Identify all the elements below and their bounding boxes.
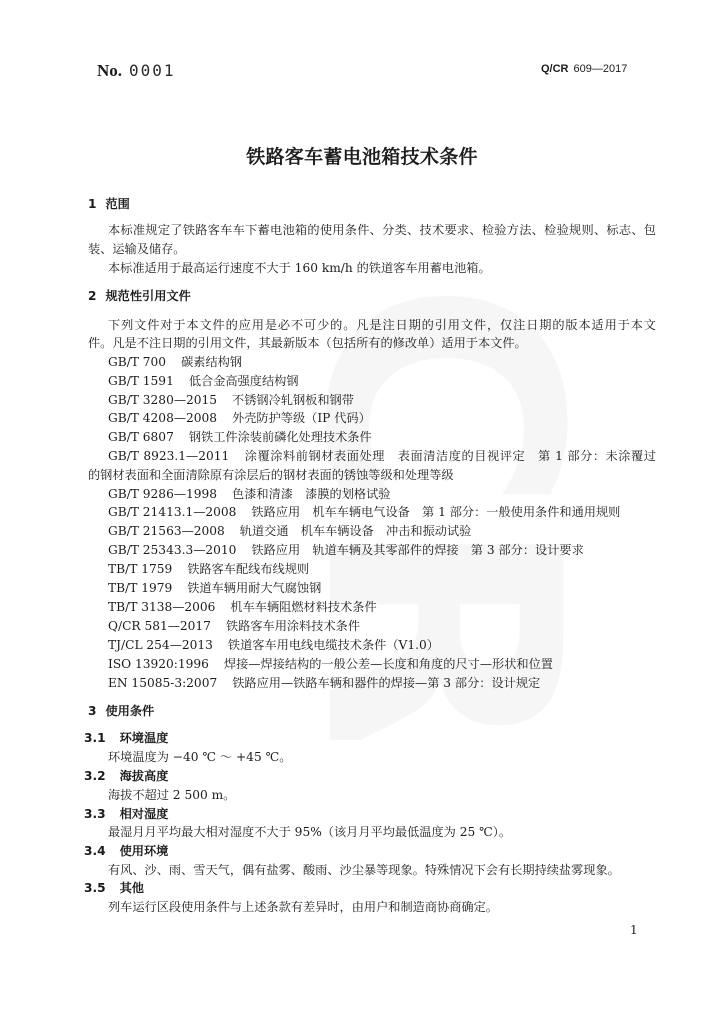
reference-code: GB/T 9286—1998 (108, 487, 218, 501)
page-title: 铁路客车蓄电池箱技术条件 (246, 146, 478, 168)
subsection-number: 3.5 (84, 881, 106, 895)
section-heading-service-conditions (88, 702, 154, 720)
document-number-value: 0001 (129, 61, 176, 80)
section-number: 3 (88, 704, 97, 718)
document-number-label: No. (97, 61, 123, 80)
reference-code: TB/T 3138—2006 (108, 600, 216, 614)
subsection-number: 3.3 (84, 807, 106, 821)
standard-code-prefix: Q/CR (541, 63, 569, 75)
reference-item (108, 447, 656, 465)
reference-item (108, 503, 620, 521)
section-title: 规范性引用文件 (105, 289, 191, 303)
reference-title: 不锈钢冷轧钢板和钢带 (232, 393, 354, 407)
reference-code: GB/T 21563—2008 (108, 524, 225, 538)
reference-title: 铁道车辆用耐大气腐蚀钢 (187, 581, 322, 595)
reference-title: 轨道交通 机车车辆设备 冲击和振动试验 (239, 524, 472, 538)
subsection-text: 海拔不超过 2 500 m。 (108, 788, 236, 802)
section-number: 2 (88, 289, 97, 303)
subsection-number: 3.4 (84, 844, 106, 858)
subsection-text: 环境温度为 −40 ℃ ～ +45 ℃。 (108, 750, 292, 764)
reference-title-continuation: 的钢材表面和全面清除原有涂层后的钢材表面的锈蚀等级和处理等级 (88, 468, 454, 482)
page-number: 1 (630, 923, 638, 937)
reference-item (108, 617, 360, 635)
reference-code: ISO 13920:1996 (108, 657, 209, 671)
reference-title: 色漆和清漆 漆膜的划格试验 (232, 487, 391, 501)
reference-item (108, 655, 553, 673)
reference-item (108, 409, 371, 427)
subsection-number: 3.1 (84, 731, 106, 745)
reference-item (108, 372, 299, 390)
document-number (97, 60, 176, 82)
reference-title: 铁道客车用电线电缆技术条件（V1.0） (227, 638, 439, 652)
reference-item (108, 485, 390, 503)
reference-code: GB/T 6807 (108, 430, 174, 444)
reference-code: TB/T 1979 (108, 581, 173, 595)
reference-code: TJ/CL 254—2013 (108, 638, 213, 652)
reference-item (108, 674, 540, 692)
section-number: 1 (88, 197, 97, 211)
reference-title: 钢铁工件涂装前磷化处理技术条件 (188, 430, 372, 444)
reference-code: EN 15085-3:2007 (108, 676, 218, 690)
reference-code: GB/T 1591 (108, 374, 174, 388)
paragraph-line: 本标准适用于最高运行速度不大于 160 km/h 的铁道客车用蓄电池箱。 (108, 261, 491, 275)
reference-code: TB/T 1759 (108, 562, 173, 576)
standard-code (541, 60, 627, 78)
section-heading-scope (88, 195, 130, 213)
subsection-text: 列车运行区段使用条件与上述条款有差异时，由用户和制造商协商确定。 (108, 900, 498, 914)
paragraph-line: 本标准规定了铁路客车车下蓄电池箱的使用条件、分类、技术要求、检验方法、检验规则、标志、包 (108, 223, 656, 237)
reference-title: 碳素结构钢 (181, 355, 243, 369)
reference-item (108, 522, 471, 540)
subsection-heading-relative-humidity (84, 805, 168, 823)
section-title: 范围 (105, 197, 130, 211)
reference-title: 低合金高强度结构钢 (188, 374, 299, 388)
subsection-title: 相对湿度 (119, 807, 169, 821)
reference-code: GB/T 21413.1—2008 (108, 505, 237, 519)
reference-title: 外壳防护等级（IP 代码） (232, 411, 371, 425)
paragraph-line: 件。凡是不注日期的引用文件，其最新版本（包括所有的修改单）适用于本文件。 (88, 336, 527, 350)
subsection-title: 海拔高度 (119, 769, 169, 783)
reference-title: 铁路应用—铁路车辆和器件的焊接—第 3 部分：设计规定 (232, 676, 541, 690)
reference-title: 铁路应用 机车车辆电气设备 第 1 部分：一般使用条件和通用规则 (251, 505, 621, 519)
reference-code: GB/T 3280—2015 (108, 393, 218, 407)
subsection-title: 其他 (119, 881, 144, 895)
reference-title: 铁路客车用涂料技术条件 (225, 619, 361, 633)
subsection-title: 使用环境 (119, 844, 169, 858)
section-heading-normative-references (88, 287, 191, 305)
reference-title: 机车车辆阻燃材料技术条件 (230, 600, 377, 614)
reference-code: Q/CR 581—2017 (108, 619, 211, 633)
subsection-heading-operating-environment (84, 842, 168, 860)
subsection-number: 3.2 (84, 769, 106, 783)
reference-code: GB/T 25343.3—2010 (108, 543, 237, 557)
reference-item (108, 636, 439, 654)
subsection-heading-ambient-temperature (84, 729, 168, 747)
subsection-text: 最湿月月平均最大相对湿度不大于 95%（该月月平均最低温度为 25 ℃）。 (108, 825, 512, 839)
section-title: 使用条件 (105, 704, 155, 718)
reference-item (108, 541, 584, 559)
reference-title: 铁路客车配线布线规则 (187, 562, 310, 576)
subsection-text: 有风、沙、雨、雪天气，偶有盐雾、酸雨、沙尘暴等现象。特殊情况下会有长期持续盐雾现象。 (108, 863, 620, 877)
subsection-heading-altitude (84, 767, 168, 785)
paragraph-line: 装、运输及储存。 (88, 242, 186, 256)
subsection-title: 环境温度 (119, 731, 169, 745)
reference-code: GB/T 700 (108, 355, 167, 369)
standard-code-number: 609—2017 (573, 63, 628, 75)
reference-code: GB/T 8923.1—2011 (108, 449, 230, 463)
subsection-heading-other (84, 879, 144, 897)
reference-code: GB/T 4208—2008 (108, 411, 218, 425)
reference-title: 铁路应用 轨道车辆及其零部件的焊接 第 3 部分：设计要求 (251, 543, 584, 557)
reference-item (108, 353, 242, 371)
reference-item (108, 560, 309, 578)
reference-item (108, 391, 354, 409)
reference-item (108, 598, 377, 616)
reference-title: 焊接—焊接结构的一般公差—长度和角度的尺寸—形状和位置 (223, 657, 553, 671)
paragraph-line: 下列文件对于本文件的应用是必不可少的。凡是注日期的引用文件，仅注日期的版本适用于本文 (108, 318, 656, 332)
reference-title: 涂覆涂料前钢材表面处理 表面清洁度的目视评定 第 1 部分：未涂覆过 (244, 449, 656, 463)
reference-item (108, 579, 321, 597)
reference-item (108, 428, 372, 446)
